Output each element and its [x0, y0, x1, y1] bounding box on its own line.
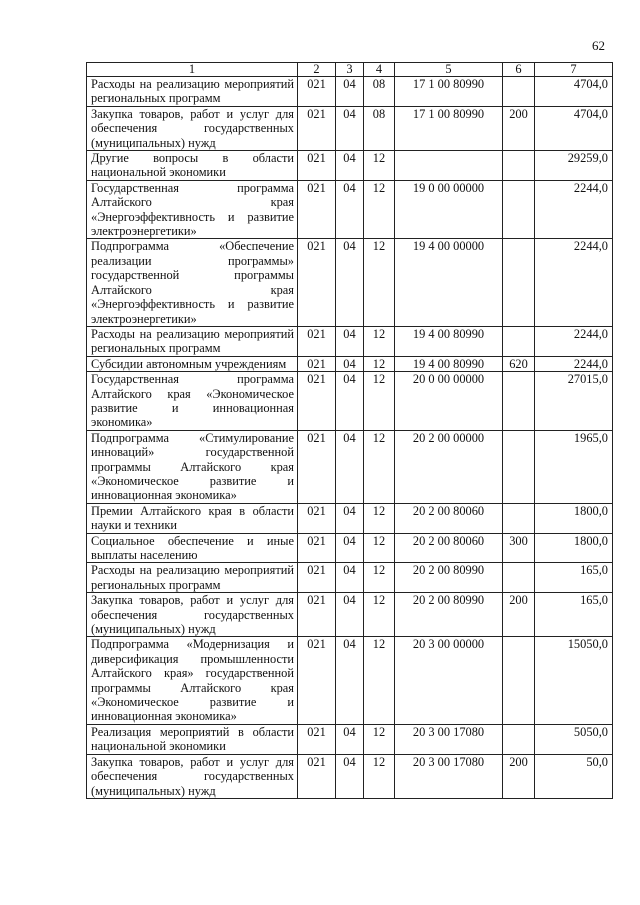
expense-type-code-cell — [503, 563, 535, 593]
expense-type-code-cell — [503, 180, 535, 239]
ministry-code-cell: 021 — [298, 239, 336, 326]
table-row — [87, 503, 613, 533]
expense-type-code-cell — [503, 503, 535, 533]
amount-cell: 1800,0 — [535, 533, 613, 563]
item-name-cell: Закупка товаров, работ и услуг для обеспечения государственных (муниципальных) нужд — [87, 754, 298, 798]
header-cell: 2 — [298, 63, 336, 77]
header-cell: 3 — [336, 63, 364, 77]
item-name-cell: Закупка товаров, работ и услуг для обеспечения государственных (муниципальных) нужд — [87, 106, 298, 150]
item-name-cell: Реализация мероприятий в области национальной экономики — [87, 724, 298, 754]
subsection-code-cell: 12 — [364, 239, 395, 326]
item-name-cell: Социальное обеспечение и иные выплаты населению — [87, 533, 298, 563]
expense-type-code-cell — [503, 637, 535, 724]
table-row — [87, 239, 613, 326]
item-name-cell: Премии Алтайского края в области науки и техники — [87, 503, 298, 533]
item-name-cell: Подпрограмма «Модернизация и диверсификация промышленности Алтайского края» государственной программы Алтайского края «Экономическое развитие и инновационная экономика» — [87, 637, 298, 724]
amount-cell: 2244,0 — [535, 180, 613, 239]
table-row — [87, 326, 613, 356]
target-article-code-cell: 20 2 00 80060 — [395, 503, 503, 533]
amount-cell: 4704,0 — [535, 106, 613, 150]
expense-type-code-cell: 300 — [503, 533, 535, 563]
amount-cell: 15050,0 — [535, 637, 613, 724]
amount-cell: 2244,0 — [535, 356, 613, 371]
target-article-code-cell: 19 0 00 00000 — [395, 180, 503, 239]
expense-type-code-cell — [503, 77, 535, 107]
target-article-code-cell: 20 3 00 00000 — [395, 637, 503, 724]
expense-type-code-cell: 200 — [503, 106, 535, 150]
target-article-code-cell: 20 0 00 00000 — [395, 372, 503, 431]
header-cell: 1 — [87, 63, 298, 77]
subsection-code-cell: 08 — [364, 77, 395, 107]
section-code-cell: 04 — [336, 503, 364, 533]
target-article-code-cell: 20 2 00 00000 — [395, 430, 503, 503]
amount-cell: 2244,0 — [535, 239, 613, 326]
section-code-cell: 04 — [336, 326, 364, 356]
subsection-code-cell: 12 — [364, 503, 395, 533]
expense-type-code-cell — [503, 151, 535, 181]
item-name-cell: Расходы на реализацию мероприятий региональных программ — [87, 563, 298, 593]
amount-cell: 1800,0 — [535, 503, 613, 533]
section-code-cell: 04 — [336, 637, 364, 724]
ministry-code-cell: 021 — [298, 593, 336, 637]
table-row — [87, 430, 613, 503]
section-code-cell: 04 — [336, 106, 364, 150]
header-cell: 5 — [395, 63, 503, 77]
section-code-cell: 04 — [336, 356, 364, 371]
target-article-code-cell: 19 4 00 80990 — [395, 356, 503, 371]
expense-type-code-cell — [503, 326, 535, 356]
section-code-cell: 04 — [336, 239, 364, 326]
header-cell: 7 — [535, 63, 613, 77]
subsection-code-cell: 12 — [364, 372, 395, 431]
ministry-code-cell: 021 — [298, 77, 336, 107]
ministry-code-cell: 021 — [298, 372, 336, 431]
table-row — [87, 356, 613, 371]
table-row — [87, 106, 613, 150]
target-article-code-cell: 20 3 00 17080 — [395, 754, 503, 798]
ministry-code-cell: 021 — [298, 754, 336, 798]
header-cell: 6 — [503, 63, 535, 77]
expense-type-code-cell — [503, 724, 535, 754]
table-row — [87, 180, 613, 239]
subsection-code-cell: 12 — [364, 430, 395, 503]
target-article-code-cell: 20 2 00 80990 — [395, 593, 503, 637]
item-name-cell: Подпрограмма «Обеспечение реализации программы» государственной программы Алтайского края «Энергоэффективность и развитие электроэнергетики» — [87, 239, 298, 326]
target-article-code-cell: 19 4 00 80990 — [395, 326, 503, 356]
table-row — [87, 724, 613, 754]
section-code-cell: 04 — [336, 151, 364, 181]
amount-cell: 1965,0 — [535, 430, 613, 503]
subsection-code-cell: 12 — [364, 180, 395, 239]
target-article-code-cell: 20 2 00 80060 — [395, 533, 503, 563]
expense-type-code-cell — [503, 372, 535, 431]
table-row — [87, 637, 613, 724]
subsection-code-cell: 12 — [364, 593, 395, 637]
amount-cell: 50,0 — [535, 754, 613, 798]
ministry-code-cell: 021 — [298, 533, 336, 563]
amount-cell: 4704,0 — [535, 77, 613, 107]
amount-cell: 27015,0 — [535, 372, 613, 431]
expense-type-code-cell — [503, 239, 535, 326]
ministry-code-cell: 021 — [298, 326, 336, 356]
item-name-cell: Субсидии автономным учреждениям — [87, 356, 298, 371]
ministry-code-cell: 021 — [298, 503, 336, 533]
amount-cell: 5050,0 — [535, 724, 613, 754]
ministry-code-cell: 021 — [298, 724, 336, 754]
expense-type-code-cell: 620 — [503, 356, 535, 371]
section-code-cell: 04 — [336, 593, 364, 637]
subsection-code-cell: 08 — [364, 106, 395, 150]
section-code-cell: 04 — [336, 430, 364, 503]
header-row — [87, 63, 613, 77]
ministry-code-cell: 021 — [298, 563, 336, 593]
section-code-cell: 04 — [336, 180, 364, 239]
ministry-code-cell: 021 — [298, 430, 336, 503]
ministry-code-cell: 021 — [298, 106, 336, 150]
subsection-code-cell: 12 — [364, 637, 395, 724]
item-name-cell: Закупка товаров, работ и услуг для обеспечения государственных (муниципальных) нужд — [87, 593, 298, 637]
target-article-code-cell: 17 1 00 80990 — [395, 77, 503, 107]
target-article-code-cell: 17 1 00 80990 — [395, 106, 503, 150]
section-code-cell: 04 — [336, 77, 364, 107]
subsection-code-cell: 12 — [364, 326, 395, 356]
section-code-cell: 04 — [336, 754, 364, 798]
amount-cell: 29259,0 — [535, 151, 613, 181]
subsection-code-cell: 12 — [364, 754, 395, 798]
target-article-code-cell: 19 4 00 00000 — [395, 239, 503, 326]
amount-cell: 165,0 — [535, 593, 613, 637]
amount-cell: 2244,0 — [535, 326, 613, 356]
table-row — [87, 754, 613, 798]
table-row — [87, 151, 613, 181]
table-row — [87, 372, 613, 431]
section-code-cell: 04 — [336, 724, 364, 754]
target-article-code-cell — [395, 151, 503, 181]
expense-type-code-cell — [503, 430, 535, 503]
subsection-code-cell: 12 — [364, 151, 395, 181]
item-name-cell: Расходы на реализацию мероприятий региональных программ — [87, 77, 298, 107]
ministry-code-cell: 021 — [298, 637, 336, 724]
expense-type-code-cell: 200 — [503, 754, 535, 798]
subsection-code-cell: 12 — [364, 724, 395, 754]
table-row — [87, 563, 613, 593]
ministry-code-cell: 021 — [298, 356, 336, 371]
item-name-cell: Государственная программа Алтайского края «Экономическое развитие и инновационная экономика» — [87, 372, 298, 431]
target-article-code-cell: 20 2 00 80990 — [395, 563, 503, 593]
subsection-code-cell: 12 — [364, 563, 395, 593]
page-number: 62 — [592, 38, 605, 53]
item-name-cell: Государственная программа Алтайского края «Энергоэффективность и развитие электроэнергетики» — [87, 180, 298, 239]
table-row — [87, 533, 613, 563]
budget-table — [86, 62, 613, 799]
expense-type-code-cell: 200 — [503, 593, 535, 637]
item-name-cell: Подпрограмма «Стимулирование инноваций» государственной программы Алтайского края «Экономическое развитие и инновационная экономика» — [87, 430, 298, 503]
target-article-code-cell: 20 3 00 17080 — [395, 724, 503, 754]
section-code-cell: 04 — [336, 533, 364, 563]
table-row — [87, 593, 613, 637]
item-name-cell: Расходы на реализацию мероприятий региональных программ — [87, 326, 298, 356]
ministry-code-cell: 021 — [298, 180, 336, 239]
header-cell: 4 — [364, 63, 395, 77]
section-code-cell: 04 — [336, 563, 364, 593]
item-name-cell: Другие вопросы в области национальной экономики — [87, 151, 298, 181]
ministry-code-cell: 021 — [298, 151, 336, 181]
table-row — [87, 77, 613, 107]
section-code-cell: 04 — [336, 372, 364, 431]
subsection-code-cell: 12 — [364, 533, 395, 563]
amount-cell: 165,0 — [535, 563, 613, 593]
subsection-code-cell: 12 — [364, 356, 395, 371]
